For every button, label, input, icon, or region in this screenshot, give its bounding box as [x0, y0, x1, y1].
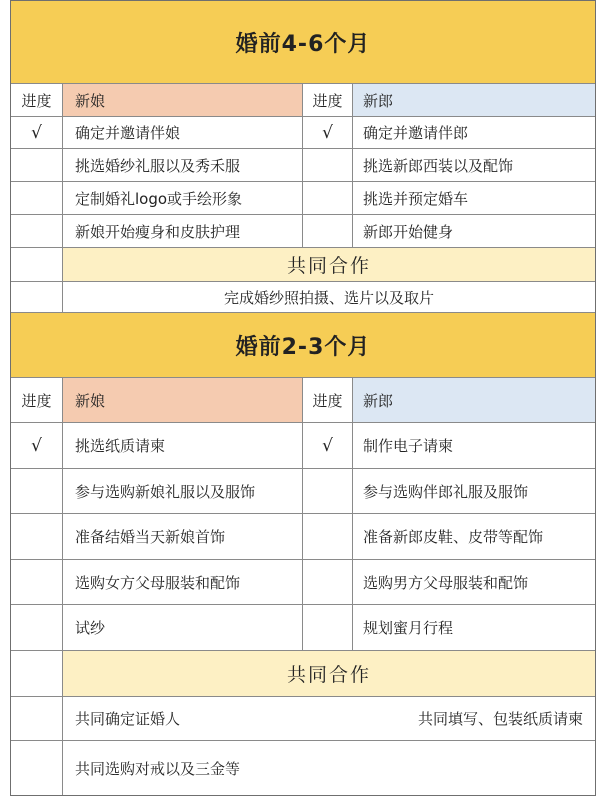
bride-header: 新娘 — [63, 84, 303, 116]
header-row — [11, 378, 595, 423]
coop-task: 共同选购对戒以及三金等 — [75, 759, 241, 778]
wedding-checklist-table — [10, 0, 596, 796]
coop-row — [11, 697, 595, 741]
task-row — [11, 423, 595, 469]
groom-check-mark — [303, 605, 353, 650]
groom-task: 挑选并预定婚车 — [363, 189, 469, 208]
blank-cell — [11, 651, 63, 696]
coop-task: 完成婚纱照拍摄、选片以及取片 — [223, 288, 434, 307]
section-title-row — [11, 1, 595, 84]
section-title-row — [11, 313, 595, 378]
groom-task: 规划蜜月行程 — [363, 619, 454, 637]
groom-check-mark — [303, 514, 353, 559]
bride-task: 参与选购新娘礼服以及服饰 — [63, 469, 303, 513]
groom-task: 选购男方父母服装和配饰 — [363, 573, 529, 592]
blank-cell — [11, 697, 63, 740]
bride-check-mark — [11, 605, 63, 650]
groom-task: 制作电子请柬 — [363, 437, 454, 455]
groom-check-mark: √ — [303, 423, 353, 468]
blank-cell — [11, 248, 63, 281]
bride-task: 挑选纸质请柬 — [63, 423, 303, 468]
groom-check-mark — [303, 215, 353, 247]
groom-check-mark — [303, 149, 353, 181]
groom-check-mark — [303, 560, 353, 604]
task-row — [11, 182, 595, 215]
bride-task: 选购女方父母服装和配饰 — [63, 560, 303, 604]
coop-header: 共同合作 — [63, 651, 595, 696]
section-title: 婚前2-3个月 — [11, 313, 595, 377]
bride-task: 准备结婚当天新娘首饰 — [63, 514, 303, 559]
blank-cell — [11, 741, 63, 795]
coop-row — [11, 282, 595, 313]
task-row — [11, 215, 595, 248]
groom-task: 准备新郎皮鞋、皮带等配饰 — [363, 528, 544, 546]
bride-task: 挑选婚纱礼服以及秀禾服 — [63, 149, 303, 181]
groom-task: 挑选新郎西装以及配饰 — [363, 156, 514, 175]
groom-check-mark: √ — [303, 117, 353, 148]
progress-header: 进度 — [303, 378, 353, 422]
task-row — [11, 469, 595, 514]
bride-header: 新娘 — [63, 378, 303, 422]
groom-task: 确定并邀请伴郎 — [363, 124, 469, 142]
coop-header-row — [11, 651, 595, 697]
groom-check-mark — [303, 469, 353, 513]
groom-task: 新郎开始健身 — [363, 222, 454, 241]
task-row — [11, 149, 595, 182]
coop-header-row — [11, 248, 595, 282]
blank-cell — [11, 282, 63, 312]
coop-row — [11, 741, 595, 795]
bride-check-mark — [11, 560, 63, 604]
task-row — [11, 560, 595, 605]
bride-check-mark: √ — [11, 423, 63, 468]
groom-header: 新郎 — [353, 378, 595, 422]
bride-task: 确定并邀请伴娘 — [63, 117, 303, 148]
groom-check-mark — [303, 182, 353, 214]
coop-task-pair — [63, 697, 595, 740]
groom-header: 新郎 — [353, 84, 595, 116]
coop-task: 共同确定证婚人 — [75, 710, 181, 728]
bride-task: 新娘开始瘦身和皮肤护理 — [63, 215, 303, 247]
section-title: 婚前4-6个月 — [11, 1, 595, 83]
task-row — [11, 605, 595, 651]
bride-check-mark: √ — [11, 117, 63, 148]
bride-task: 试纱 — [63, 605, 303, 650]
progress-header: 进度 — [11, 84, 63, 116]
bride-check-mark — [11, 182, 63, 214]
header-row — [11, 84, 595, 117]
coop-header: 共同合作 — [63, 248, 595, 281]
bride-check-mark — [11, 149, 63, 181]
task-row — [11, 117, 595, 149]
bride-check-mark — [11, 215, 63, 247]
coop-task: 共同填写、包装纸质请柬 — [417, 710, 583, 728]
progress-header: 进度 — [303, 84, 353, 116]
bride-check-mark — [11, 469, 63, 513]
bride-check-mark — [11, 514, 63, 559]
bride-task: 定制婚礼logo或手绘形象 — [63, 182, 303, 214]
task-row — [11, 514, 595, 560]
groom-task: 参与选购伴郎礼服及服饰 — [363, 482, 529, 501]
progress-header: 进度 — [11, 378, 63, 422]
